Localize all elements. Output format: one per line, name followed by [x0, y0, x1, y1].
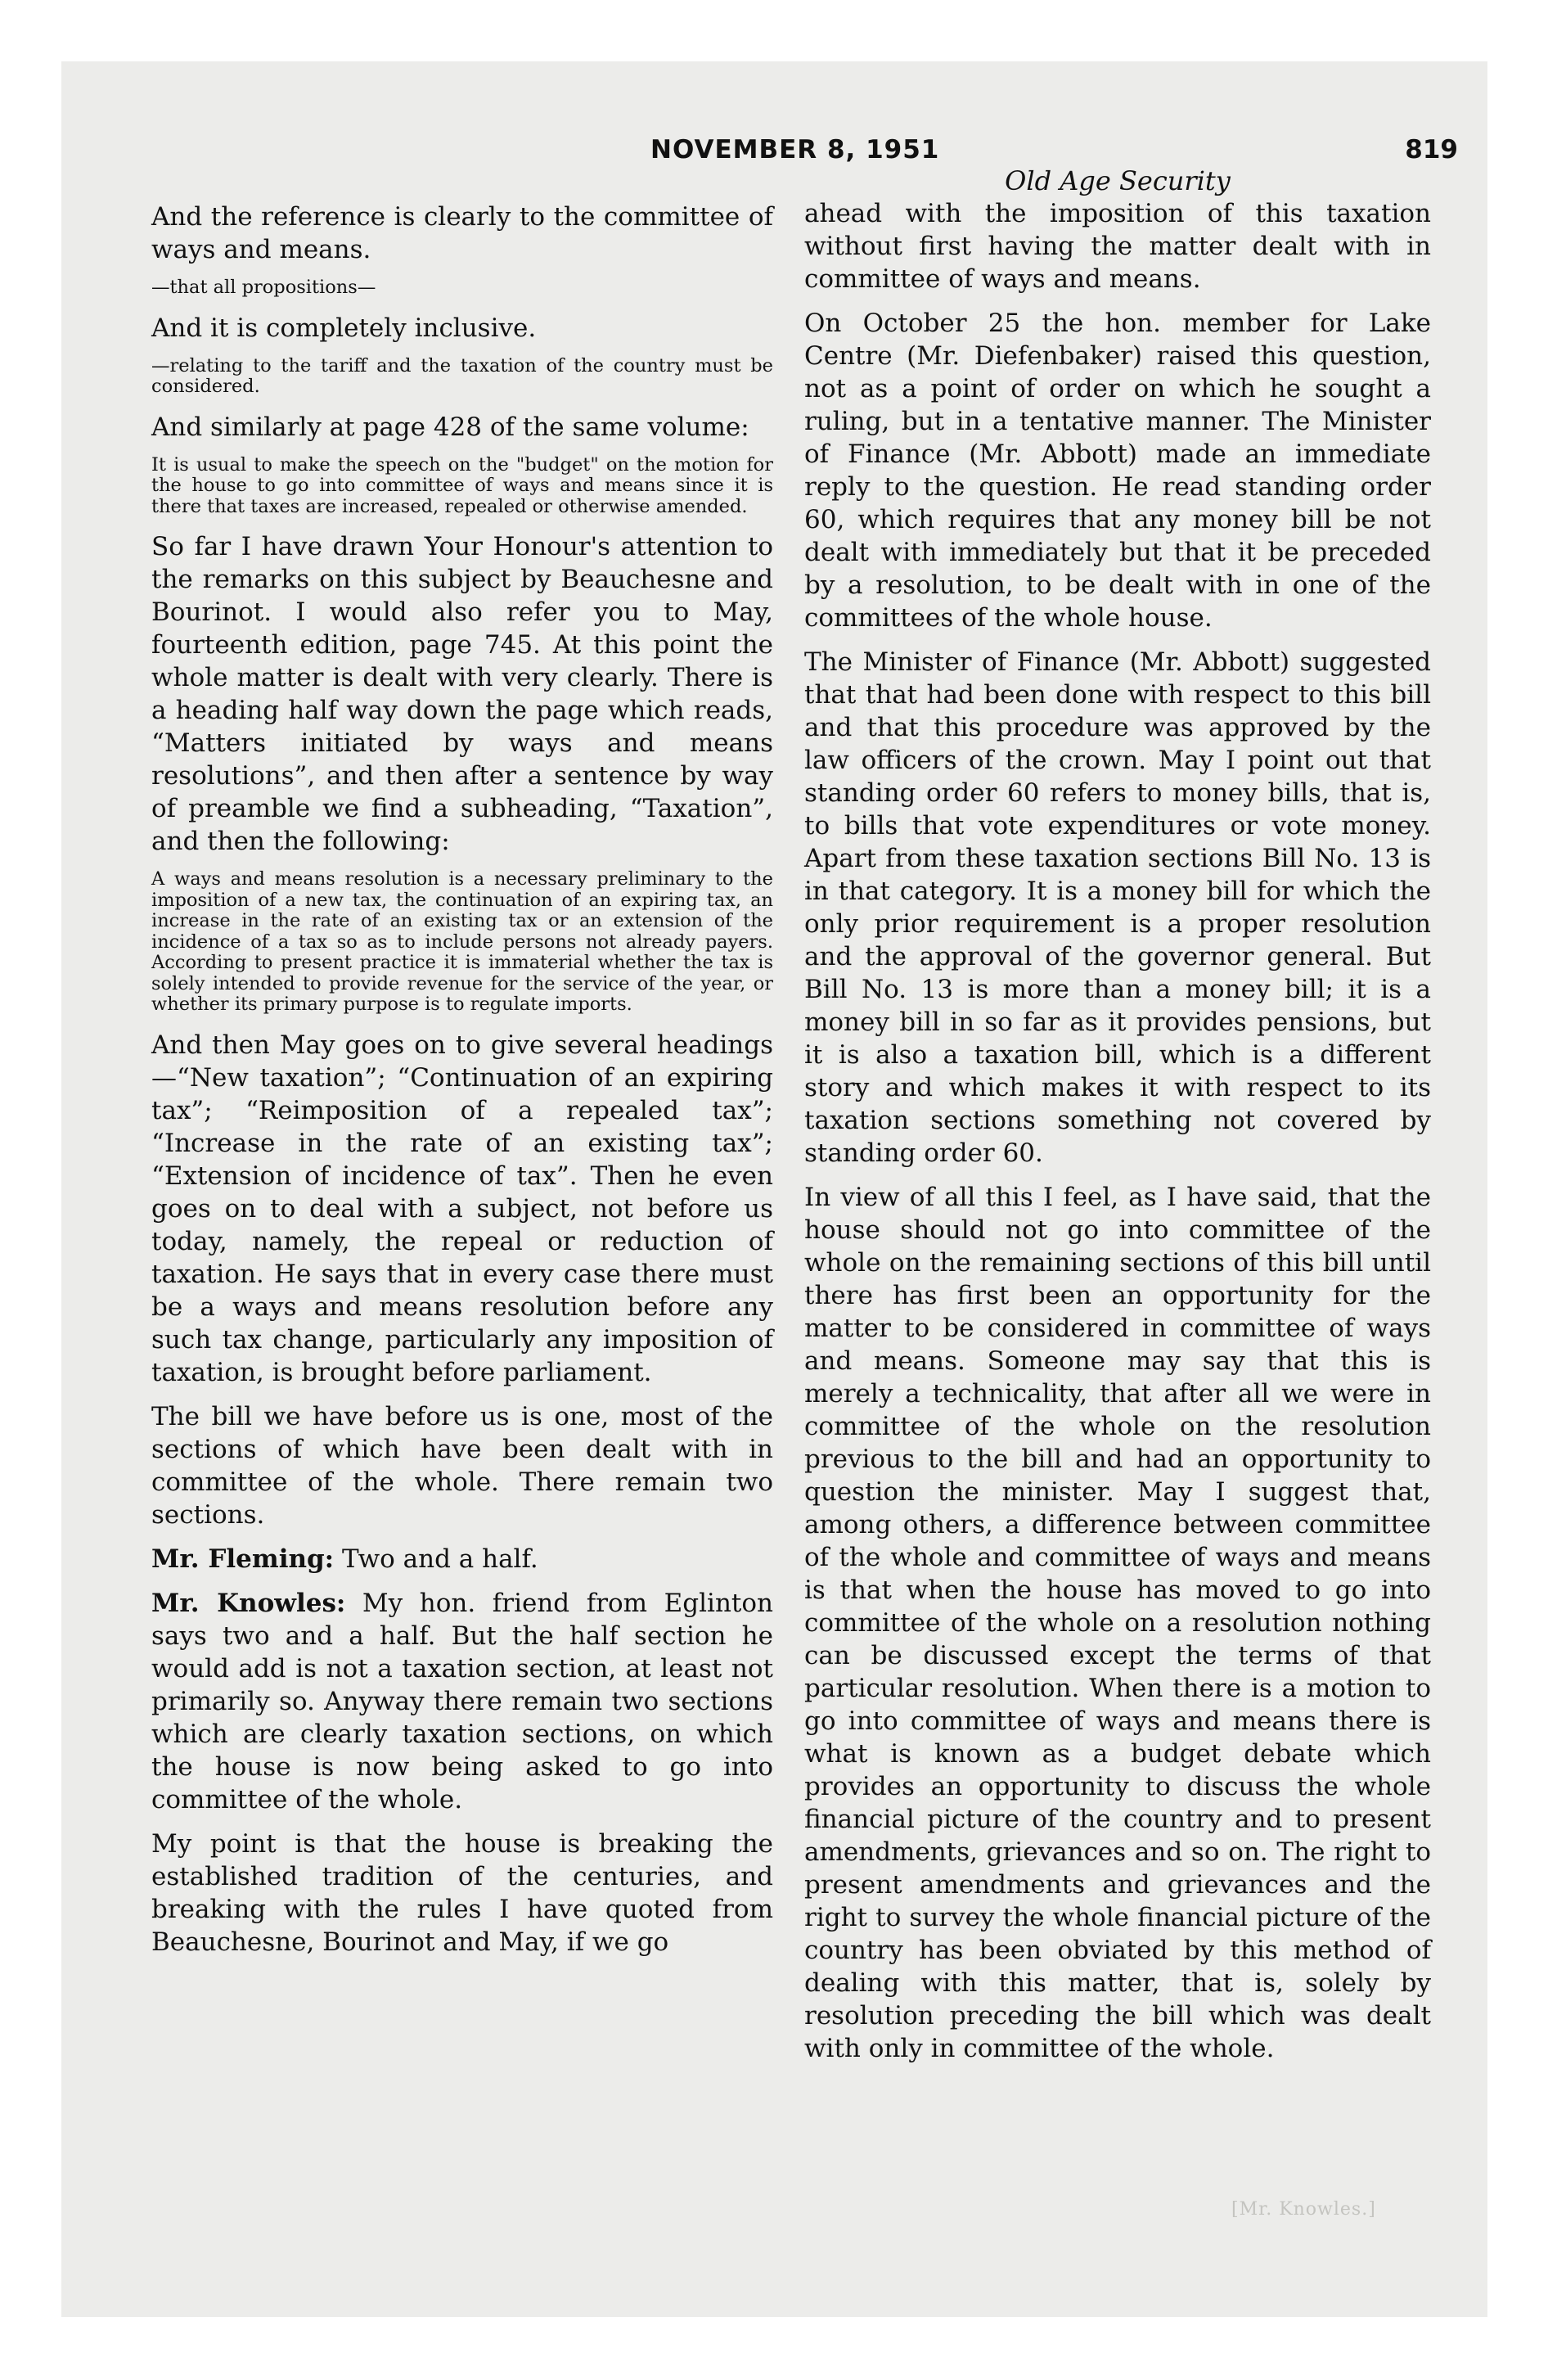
paragraph: And then May goes on to give several headings—“New taxation”; “Continuation of an expiring tax”; “Reimposition of a repealed tax”; “Increase in the rate of an existing tax”; “Extension of incidence of tax”. Then he even goes on to deal with a subject, not before us today, namely, the repeal or reduction of taxation. He says that in every case there must be a ways and means resolution before any such tax change, particularly any imposition of taxation, is brought before parliament.	[151, 1030, 773, 1387]
block-quote: A ways and means resolution is a necessary preliminary to the imposition of a new tax, the continuation of an expiring tax, an increase in the rate of an existing tax or an extension of the incidence of a tax so as to include persons not already payers. According to present practice it is immaterial whether the tax is solely intended to provide revenue for the service of the year, or whether its primary purpose is to regulate imports.	[151, 868, 773, 1015]
speaker-name: Mr. Knowles:	[151, 1588, 346, 1618]
paragraph: In view of all this I feel, as I have said, that the house should not go into committee of the whole on the remaining sections of this bill until there has first been an opportunity for the matter to be considered in committee of ways and means. Someone may say that this is merely a technicality, that after all we were in committee of the whole on the resolution previous to the bill and had an opportunity to question the minister. May I suggest that, among others, a difference between committee of the whole and committee of ways and means is that when the house has moved to go into committee of the whole on a resolution nothing can be discussed except the terms of that particular resolution. When there is a motion to go into committee of ways and means there is what is known as a budget debate which provides an opportunity to discuss the whole financial picture of the country and to present amendments, grievances and so on. The right to present amendments and grievances and the right to survey the whole financial picture of the country has been obviated by this method of dealing with this matter, that is, solely by resolution preceding the bill which was dealt with only in committee of the whole.	[804, 1183, 1431, 2063]
speaker-name: Mr. Fleming:	[151, 1544, 335, 1574]
right-column	[804, 165, 1431, 2076]
paragraph: The bill we have before us is one, most of the sections of which have been dealt with in committee of the whole. There remain two sections.	[151, 1401, 773, 1530]
block-quote: It is usual to make the speech on the "budget" on the motion for the house to go into committee of ways and means since it is there that taxes are increased, repealed or otherwise amended.	[151, 453, 773, 517]
paragraph: ahead with the imposition of this taxation without first having the matter dealt with in committee of ways and means.	[804, 199, 1431, 294]
block-quote: —relating to the tariff and the taxation of the country must be considered.	[151, 354, 773, 397]
paragraph: The Minister of Finance (Mr. Abbott) suggested that that had been done with respect to this bill and that this procedure was approved by the law officers of the crown. May I point out that standing order 60 refers to money bills, that is, to bills that vote expenditures or vote money. Apart from these taxation sections Bill No. 13 is in that category. It is a money bill for which the only prior requirement is a proper resolution and the approval of the governor general. But Bill No. 13 is more than a money bill; it is a money bill in so far as it provides pensions, but it is also a taxation bill, which is a different story and which makes it with respect to its taxation sections something not covered by standing order 60.	[804, 647, 1431, 1168]
speech-text: My hon. friend from Eglinton says two and a half. But the half section he would add is not a taxation section, at least not primarily so. Anyway there remain two sections which are clearly taxation sections, on which the house is now being asked to go into committee of the whole.	[151, 1588, 773, 1814]
speech-text: Two and a half.	[334, 1544, 538, 1574]
paragraph: My point is that the house is breaking the established tradition of the centuries, and breaking with the rules I have quoted from Beauchesne, Bourinot and May, if we go	[151, 1828, 773, 1957]
page-number: 819	[1405, 135, 1458, 165]
page	[61, 61, 1487, 2317]
bleed-through-text: [Mr. Knowles.]	[1231, 2199, 1376, 2220]
speech-paragraph	[151, 1543, 773, 1575]
page-date: NOVEMBER 8, 1951	[650, 135, 940, 165]
paragraph: And similarly at page 428 of the same volume:	[151, 412, 749, 442]
block-quote: —that all propositions—	[151, 277, 376, 298]
paragraph: On October 25 the hon. member for Lake Centre (Mr. Diefenbaker) raised this question, not as a point of order on which he sought a ruling, but in a tentative manner. The Minister of Finance (Mr. Abbott) made an immediate reply to the question. He read standing order 60, which requires that any money bill be not dealt with immediately but that it be preceded by a resolution, to be dealt with in one of the committees of the whole house.	[804, 309, 1431, 633]
speech-paragraph	[151, 1587, 773, 1816]
running-head	[61, 135, 1487, 168]
left-column	[151, 201, 773, 1970]
paragraph: And the reference is clearly to the committee of ways and means.	[151, 202, 773, 264]
paragraph: And it is completely inclusive.	[151, 313, 537, 343]
section-title: Old Age Security	[1005, 165, 1231, 196]
paragraph: So far I have drawn Your Honour's attention to the remarks on this subject by Beauchesne and Bourinot. I would also refer you to May, fourteenth edition, page 745. At this point the whole matter is dealt with very clearly. There is a heading half way down the page which reads, “Matters initiated by ways and means resolutions”, and then after a sentence by way of preamble we find a subheading, “Taxation”, and then the following:	[151, 532, 773, 856]
